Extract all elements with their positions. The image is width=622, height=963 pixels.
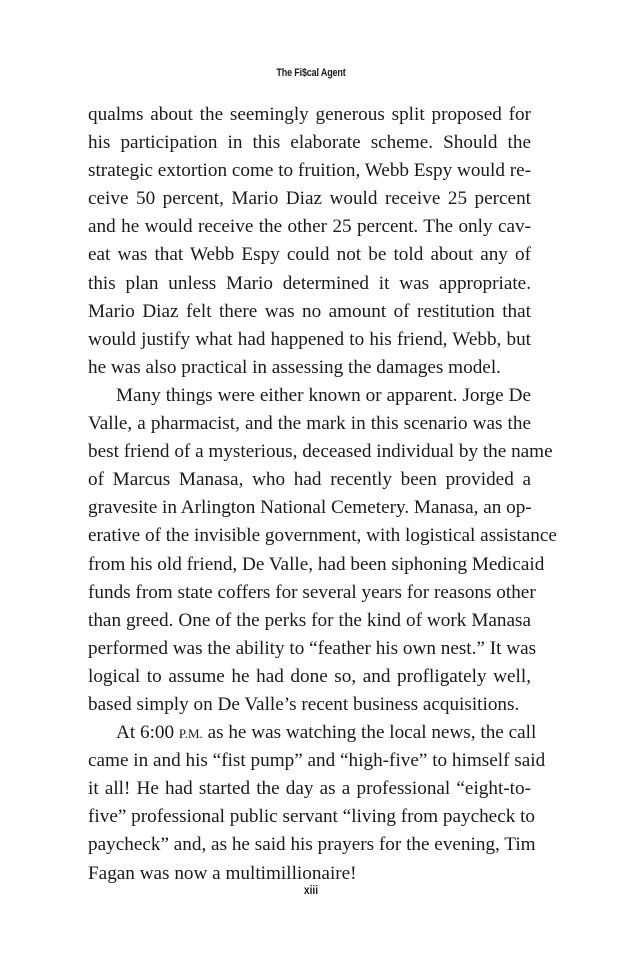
text-line: paycheck” and, as he said his prayers for the evening, Tim: [88, 834, 536, 856]
body-text: [88, 101, 557, 888]
text-line: he was also practical in assessing the damages model.: [88, 356, 501, 378]
text-line: logical to assume he had done so, and profligately well,: [88, 665, 531, 687]
paragraph: [88, 719, 546, 888]
text-line: funds from state coffers for several years for reasons other: [88, 581, 536, 603]
text-line: Fagan was now a multimillionaire!: [88, 862, 357, 884]
text-line: Valle, a pharmacist, and the mark in this scenario was the: [88, 413, 531, 435]
text-line: strategic extortion come to fruition, Webb Espy would re-: [88, 160, 532, 182]
text-line: [88, 719, 537, 747]
text-line: eat was that Webb Espy could not be told about any of: [88, 244, 531, 266]
text-line: erative of the invisible government, with logistical assistance: [88, 525, 557, 547]
text-line: his participation in this elaborate scheme. Should the: [88, 132, 531, 154]
text-line: performed was the ability to “feather his own nest.” It was: [88, 637, 537, 659]
text-line: Mario Diaz felt there was no amount of restitution that: [88, 300, 531, 322]
text-line: came in and his “fist pump” and “high-five” to himself said: [88, 750, 546, 772]
text-line: best friend of a mysterious, deceased individual by the name: [88, 441, 553, 463]
text-line: and he would receive the other 25 percent. The only cav-: [88, 216, 531, 238]
time-suffix: P.M.: [178, 726, 203, 742]
text-line: it all! He had started the day as a professional “eight-to-: [88, 778, 531, 800]
text-fragment: At 6:00: [116, 722, 179, 744]
text-line: based simply on De Valle’s recent business acquisitions.: [88, 693, 520, 715]
text-line: qualms about the seemingly generous split proposed for: [88, 104, 531, 125]
running-head: The Fi$cal Agent: [276, 67, 346, 79]
text-line: of Marcus Manasa, who had recently been provided a: [88, 469, 531, 491]
text-line: five” professional public servant “living from paycheck to: [88, 806, 536, 828]
text-fragment: as he was watching the local news, the call: [202, 722, 537, 744]
text-line: would justify what had happened to his friend, Webb, but: [88, 328, 531, 350]
paragraph: [88, 101, 531, 382]
text-line: Many things were either known or apparent. Jorge De: [116, 384, 531, 406]
text-line: gravesite in Arlington National Cemetery. Manasa, an op-: [88, 497, 532, 519]
text-line: than greed. One of the perks for the kind of work Manasa: [88, 609, 531, 631]
paragraph: [88, 382, 557, 719]
text-line: from his old friend, De Valle, had been siphoning Medicaid: [88, 553, 545, 575]
page-number: xiii: [303, 883, 319, 897]
text-line: ceive 50 percent, Mario Diaz would receive 25 percent: [88, 188, 531, 210]
text-line: this plan unless Mario determined it was appropriate.: [88, 272, 531, 294]
